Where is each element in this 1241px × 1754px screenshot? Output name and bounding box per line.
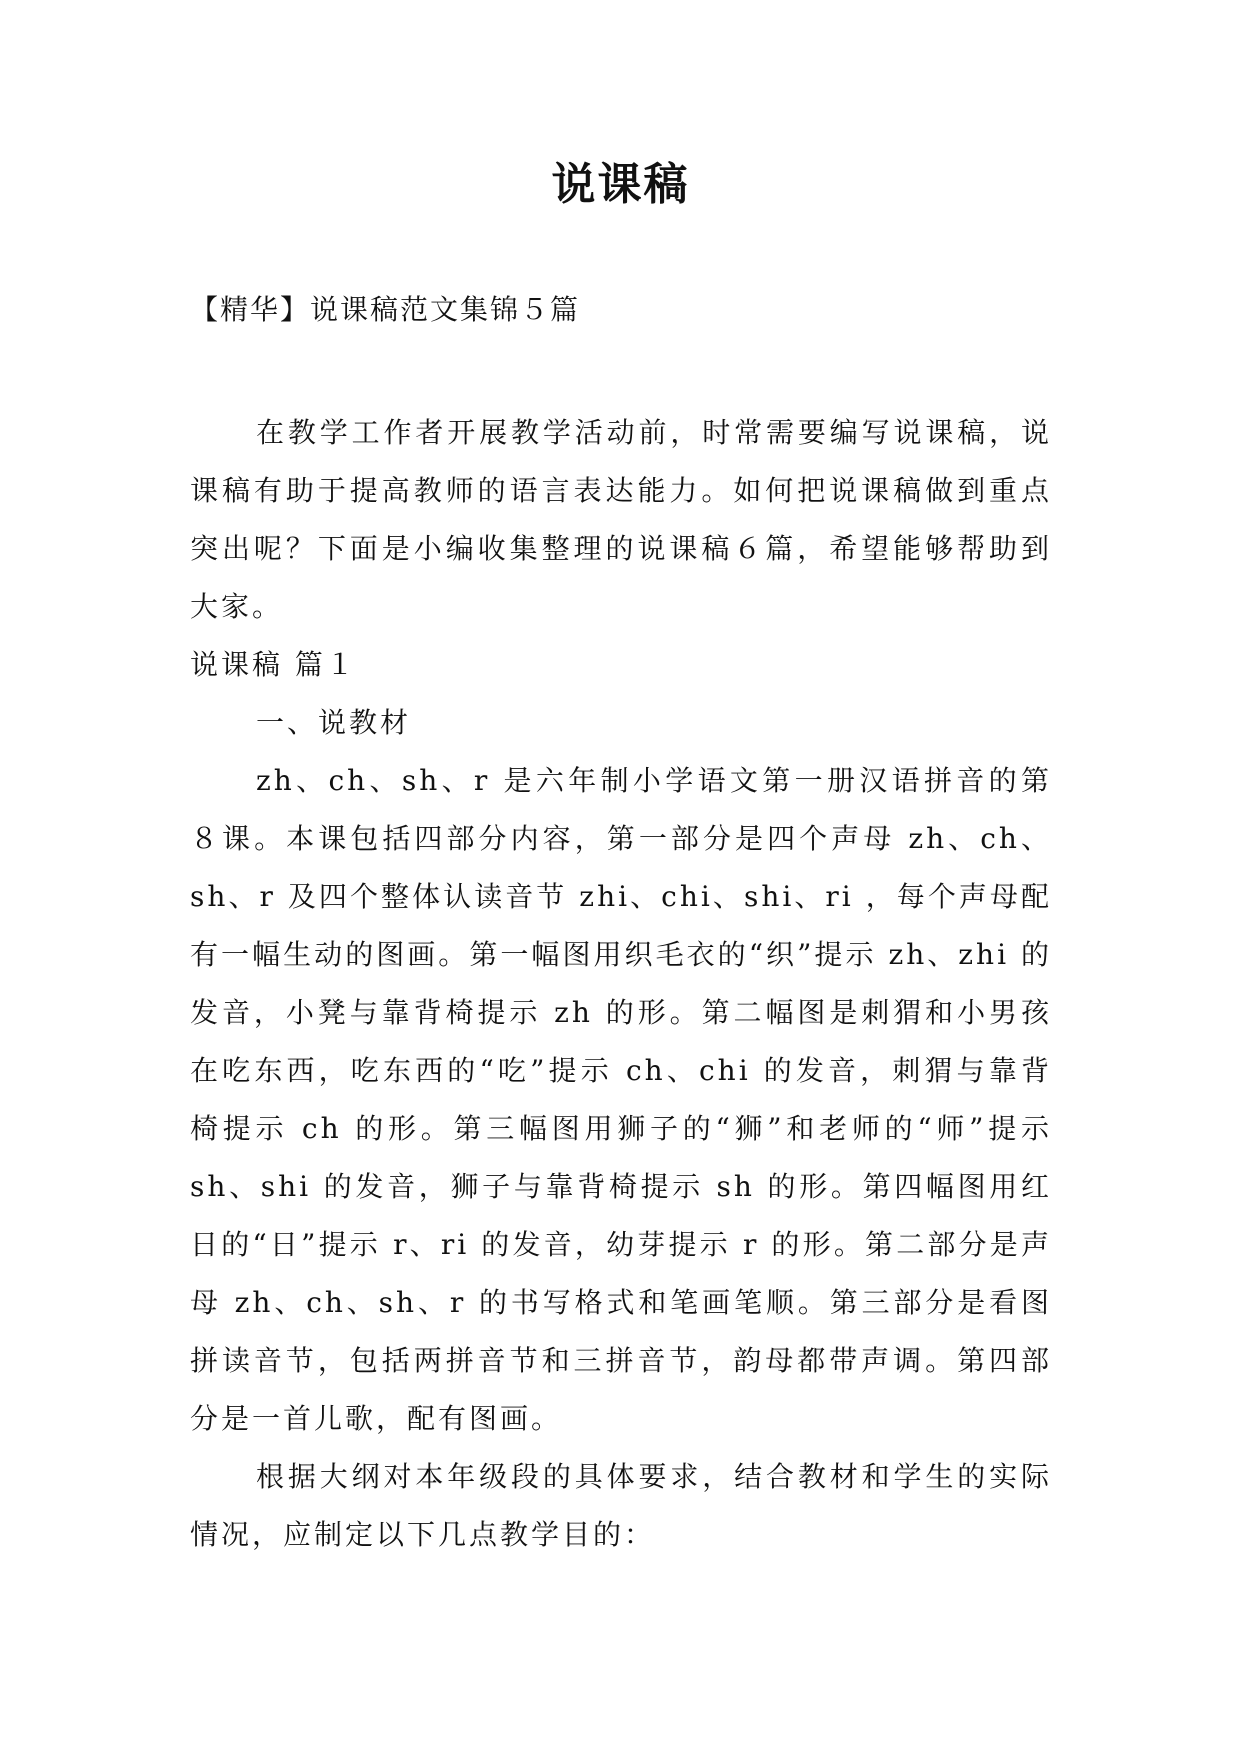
intro-paragraph: 在教学工作者开展教学活动前，时常需要编写说课稿，说课稿有助于提高教师的语言表达能力。如何把说课稿做到重点突出呢？下面是小编收集整理的说课稿６篇，希望能够帮助到大家。 [190, 416, 1052, 623]
document-title: 说课稿 [551, 159, 690, 210]
document-body [190, 404, 1052, 1564]
objectives-paragraph: 根据大纲对本年级段的具体要求，结合教材和学生的实际情况，应制定以下几点教学目的： [190, 1460, 1052, 1551]
section-heading: 说课稿 篇１ [190, 648, 357, 681]
document-subtitle: 【精华】说课稿范文集锦５篇 [190, 293, 581, 326]
textbook-paragraph: zh、ch、sh、r 是六年制小学语文第一册汉语拼音的第８课。本课包括四部分内容，第一部分是四个声母 zh、ch、sh、r 及四个整体认读音节 zhi、chi、shi、ri ，每个声母配有一幅生动的图画。第一幅图用织毛衣的“织”提示 zh、zhi 的发音，小凳与靠背椅提示 zh 的形。第二幅图是刺猬和小男孩在吃东西，吃东西的“吃”提示 ch、chi 的发音，刺猬与靠背椅提示 ch 的形。第三幅图用狮子的“狮”和老师的“师”提示 sh、shi 的发音，狮子与靠背椅提示 sh 的形。第四幅图用红日的“日”提示 r、ri 的发音，幼芽提示 r 的形。第二部分是声母 zh、ch、sh、r 的书写格式和笔画笔顺。第三部分是看图拼读音节，包括两拼音节和三拼音节，韵母都带声调。第四部分是一首儿歌，配有图画。 [190, 764, 1052, 1435]
subsection-heading: 一、说教材 [256, 706, 412, 739]
